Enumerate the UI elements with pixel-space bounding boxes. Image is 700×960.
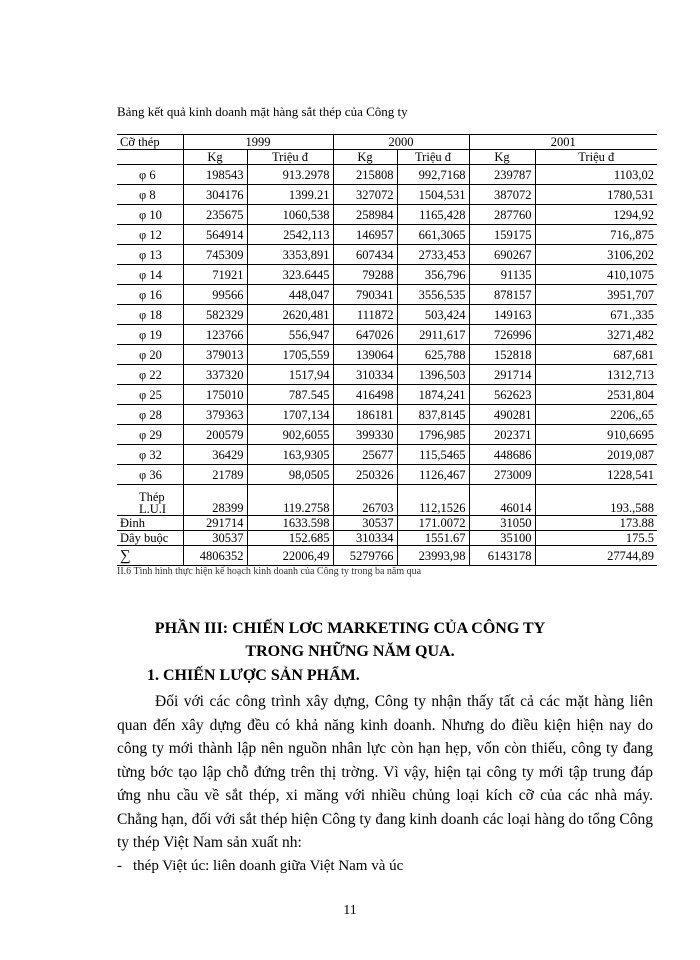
row-label: φ 14 — [117, 265, 183, 285]
table-cell: 1399.21 — [247, 185, 333, 205]
table-cell: 992,7168 — [397, 165, 469, 185]
table-cell: 146957 — [333, 225, 397, 245]
table-cell: 387072 — [469, 185, 535, 205]
table-row — [117, 225, 657, 245]
table-cell: 1551.67 — [397, 531, 469, 546]
table-cell: 2019,087 — [535, 445, 657, 465]
table-cell: 556,947 — [247, 325, 333, 345]
table-cell: 2620,481 — [247, 305, 333, 325]
table-row — [117, 485, 657, 516]
table-row — [117, 516, 657, 531]
table-cell: 399330 — [333, 425, 397, 445]
table-cell: 139064 — [333, 345, 397, 365]
table-row — [117, 405, 657, 425]
table-cell: 1103,02 — [535, 165, 657, 185]
table-cell: 410,1075 — [535, 265, 657, 285]
row-label: φ 32 — [117, 445, 183, 465]
table-cell: 1294,92 — [535, 205, 657, 225]
table-cell: 1060,538 — [247, 205, 333, 225]
page-number: 11 — [343, 903, 357, 918]
table-row — [117, 425, 657, 445]
table-cell: 416498 — [333, 385, 397, 405]
table-cell: 902,6055 — [247, 425, 333, 445]
unit-header-empty — [117, 150, 183, 165]
table-cell: 448686 — [469, 445, 535, 465]
table-cell: 152818 — [469, 345, 535, 365]
table-row — [117, 445, 657, 465]
table-cell: 1228,541 — [535, 465, 657, 485]
table-cell: 787.545 — [247, 385, 333, 405]
table-cell: 171.0072 — [397, 516, 469, 531]
table-cell: 215808 — [333, 165, 397, 185]
table-cell: 726996 — [469, 325, 535, 345]
table-row — [117, 165, 657, 185]
table-cell: 21789 — [183, 465, 247, 485]
table-cell: 1504,531 — [397, 185, 469, 205]
table-cell: 200579 — [183, 425, 247, 445]
table-cell: 291714 — [469, 365, 535, 385]
table-cell: 625,788 — [397, 345, 469, 365]
table-row — [117, 285, 657, 305]
row-label: φ 25 — [117, 385, 183, 405]
part-heading-line-1: PHẦN III: CHIẾN LƠC MARKETING CỦA CÔNG TY — [154, 620, 546, 637]
steel-sales-table-container — [117, 134, 654, 564]
table-cell: 304176 — [183, 185, 247, 205]
table-cell: 790341 — [333, 285, 397, 305]
table-cell: 163,9305 — [247, 445, 333, 465]
table-cell: 1396,503 — [397, 365, 469, 385]
table-row — [117, 265, 657, 285]
table-cell: 878157 — [469, 285, 535, 305]
table-cell: 250326 — [333, 465, 397, 485]
row-label: φ 20 — [117, 345, 183, 365]
bullet-text: thép Việt úc: liên doanh giữa Việt Nam và úc — [133, 858, 404, 874]
table-cell: 46014 — [469, 485, 535, 516]
bullet-item — [117, 858, 403, 875]
table-cell: 287760 — [469, 205, 535, 225]
table-cell: 3271,482 — [535, 325, 657, 345]
table-cell: 564914 — [183, 225, 247, 245]
table-cell: 690267 — [469, 245, 535, 265]
row-label: ∑ — [117, 546, 183, 566]
table-cell: 745309 — [183, 245, 247, 265]
row-label: φ 19 — [117, 325, 183, 345]
table-cell: 175.5 — [535, 531, 657, 546]
table-row — [117, 531, 657, 546]
table-cell: 2531,804 — [535, 385, 657, 405]
table-row — [117, 245, 657, 265]
table-cell: 1780,531 — [535, 185, 657, 205]
table-row — [117, 385, 657, 405]
table-cell: 239787 — [469, 165, 535, 185]
table-cell: 115,5465 — [397, 445, 469, 465]
table-row — [117, 205, 657, 225]
row-label-line: L.U.I — [139, 502, 167, 516]
table-cell: 910,6695 — [535, 425, 657, 445]
row-label — [117, 485, 183, 516]
table-cell: 112,1526 — [397, 485, 469, 516]
table-row — [117, 546, 657, 566]
table-row — [117, 365, 657, 385]
row-label: φ 16 — [117, 285, 183, 305]
table-cell: 607434 — [333, 245, 397, 265]
table-cell: 337320 — [183, 365, 247, 385]
table-cell: 27744,89 — [535, 546, 657, 566]
table-cell: 4806352 — [183, 546, 247, 566]
row-label: φ 22 — [117, 365, 183, 385]
table-row — [117, 325, 657, 345]
table-cell: 1517,94 — [247, 365, 333, 385]
table-cell: 503,424 — [397, 305, 469, 325]
table-cell: 111872 — [333, 305, 397, 325]
table-cell: 173.88 — [535, 516, 657, 531]
table-row — [117, 185, 657, 205]
table-cell: 1796,985 — [397, 425, 469, 445]
table-cell: 1312,713 — [535, 365, 657, 385]
unit-header: Kg — [469, 150, 535, 165]
table-cell: 562623 — [469, 385, 535, 405]
table-cell: 91135 — [469, 265, 535, 285]
section-title: 1. CHIẾN LƯỢC SẢN PHẨM. — [147, 667, 360, 684]
part-heading-line-2: TRONG NHỮNG NĂM QUA. — [245, 643, 455, 660]
size-header: Cỡ thép — [117, 135, 183, 150]
table-cell: 30537 — [183, 531, 247, 546]
table-cell: 30537 — [333, 516, 397, 531]
table-cell: 379013 — [183, 345, 247, 365]
table-row — [117, 305, 657, 325]
body-paragraph: Đối với các công trình xây dựng, Công ty nhận thấy tất cả các mặt hàng liên quan đến xây dựng đều có khả năng kinh doanh. Nhưng do điều kiện hiện nay do công ty mới thành lập nên nguồn nhân lực còn hạn hẹp, vốn còn thiếu, công ty đang từng bớc tạo lập chỗ đứng trên thị trờng. Vì vậy, hiện tại công ty mới tập trung đáp ứng nhu cầu về sắt thép, xi măng với nhiều chủng loại kích cỡ của các nhà máy. Chẳng hạn, đối với sắt thép hiện Công ty đang kinh doanh các loại hàng do tổng Công ty thép Việt Nam sản xuất nh: — [117, 693, 653, 851]
steel-sales-table — [117, 134, 657, 566]
row-label: φ 10 — [117, 205, 183, 225]
table-cell: 25677 — [333, 445, 397, 465]
row-label: φ 12 — [117, 225, 183, 245]
cutoff-caption: II.6 Tình hình thực hiện kế hoạch kinh doanh của Công ty trong ba năm qua — [117, 566, 422, 577]
table-cell: 1126,467 — [397, 465, 469, 485]
table-cell: 273009 — [469, 465, 535, 485]
table-cell: 159175 — [469, 225, 535, 245]
table-cell: 1633.598 — [247, 516, 333, 531]
row-label-line: Thép — [139, 490, 165, 504]
table-cell: 98,0505 — [247, 465, 333, 485]
table-cell: 3353,891 — [247, 245, 333, 265]
table-cell: 31050 — [469, 516, 535, 531]
table-cell: 6143178 — [469, 546, 535, 566]
table-cell: 1707,134 — [247, 405, 333, 425]
year-1999-header: 1999 — [183, 135, 333, 150]
table-cell: 3106,202 — [535, 245, 657, 265]
table-cell: 716,,875 — [535, 225, 657, 245]
row-label: φ 29 — [117, 425, 183, 445]
table-cell: 2542,113 — [247, 225, 333, 245]
table-cell: 356,796 — [397, 265, 469, 285]
table-cell: 28399 — [183, 485, 247, 516]
table-cell: 26703 — [333, 485, 397, 516]
table-cell: 193.,588 — [535, 485, 657, 516]
table-cell: 23993,98 — [397, 546, 469, 566]
table-cell: 2911,617 — [397, 325, 469, 345]
table-cell: 5279766 — [333, 546, 397, 566]
unit-header: Triệu đ — [247, 150, 333, 165]
table-cell: 2206,,65 — [535, 405, 657, 425]
table-cell: 22006,49 — [247, 546, 333, 566]
table-cell: 152.685 — [247, 531, 333, 546]
table-cell: 235675 — [183, 205, 247, 225]
table-cell: 490281 — [469, 405, 535, 425]
unit-header: Kg — [183, 150, 247, 165]
table-cell: 291714 — [183, 516, 247, 531]
table-body — [117, 165, 657, 566]
table-cell: 327072 — [333, 185, 397, 205]
table-cell: 582329 — [183, 305, 247, 325]
table-cell: 671.,335 — [535, 305, 657, 325]
row-label: φ 6 — [117, 165, 183, 185]
table-cell: 448,047 — [247, 285, 333, 305]
table-cell: 913.2978 — [247, 165, 333, 185]
table-cell: 202371 — [469, 425, 535, 445]
table-row — [117, 345, 657, 365]
row-label: Đinh — [117, 516, 183, 531]
unit-header: Triệu đ — [397, 150, 469, 165]
year-2000-header: 2000 — [333, 135, 469, 150]
table-cell: 2733,453 — [397, 245, 469, 265]
table-cell: 71921 — [183, 265, 247, 285]
row-label: φ 13 — [117, 245, 183, 265]
row-label: φ 18 — [117, 305, 183, 325]
row-label: Dây buộc — [117, 531, 183, 546]
table-cell: 99566 — [183, 285, 247, 305]
table-cell: 35100 — [469, 531, 535, 546]
table-cell: 1165,428 — [397, 205, 469, 225]
table-cell: 119.2758 — [247, 485, 333, 516]
table-cell: 258984 — [333, 205, 397, 225]
year-2001-header: 2001 — [469, 135, 657, 150]
row-label: φ 8 — [117, 185, 183, 205]
table-cell: 1705,559 — [247, 345, 333, 365]
table-cell: 186181 — [333, 405, 397, 425]
unit-header: Triệu đ — [535, 150, 657, 165]
table-caption: Bảng kết quả kinh doanh mặt hàng sắt thép của Công ty — [117, 104, 408, 119]
table-cell: 310334 — [333, 531, 397, 546]
table-cell: 123766 — [183, 325, 247, 345]
row-label: φ 28 — [117, 405, 183, 425]
table-cell: 79288 — [333, 265, 397, 285]
table-cell: 647026 — [333, 325, 397, 345]
table-cell: 837,8145 — [397, 405, 469, 425]
table-cell: 323.6445 — [247, 265, 333, 285]
unit-header-row — [117, 150, 657, 165]
table-cell: 661,3065 — [397, 225, 469, 245]
bullet-dash: - — [117, 858, 122, 874]
table-cell: 1874,241 — [397, 385, 469, 405]
table-cell: 36429 — [183, 445, 247, 465]
table-cell: 3951,707 — [535, 285, 657, 305]
table-row — [117, 465, 657, 485]
table-cell: 310334 — [333, 365, 397, 385]
unit-header: Kg — [333, 150, 397, 165]
table-cell: 149163 — [469, 305, 535, 325]
table-cell: 3556,535 — [397, 285, 469, 305]
year-header-row — [117, 135, 657, 150]
table-cell: 175010 — [183, 385, 247, 405]
row-label: φ 36 — [117, 465, 183, 485]
table-cell: 687,681 — [535, 345, 657, 365]
table-cell: 198543 — [183, 165, 247, 185]
table-cell: 379363 — [183, 405, 247, 425]
